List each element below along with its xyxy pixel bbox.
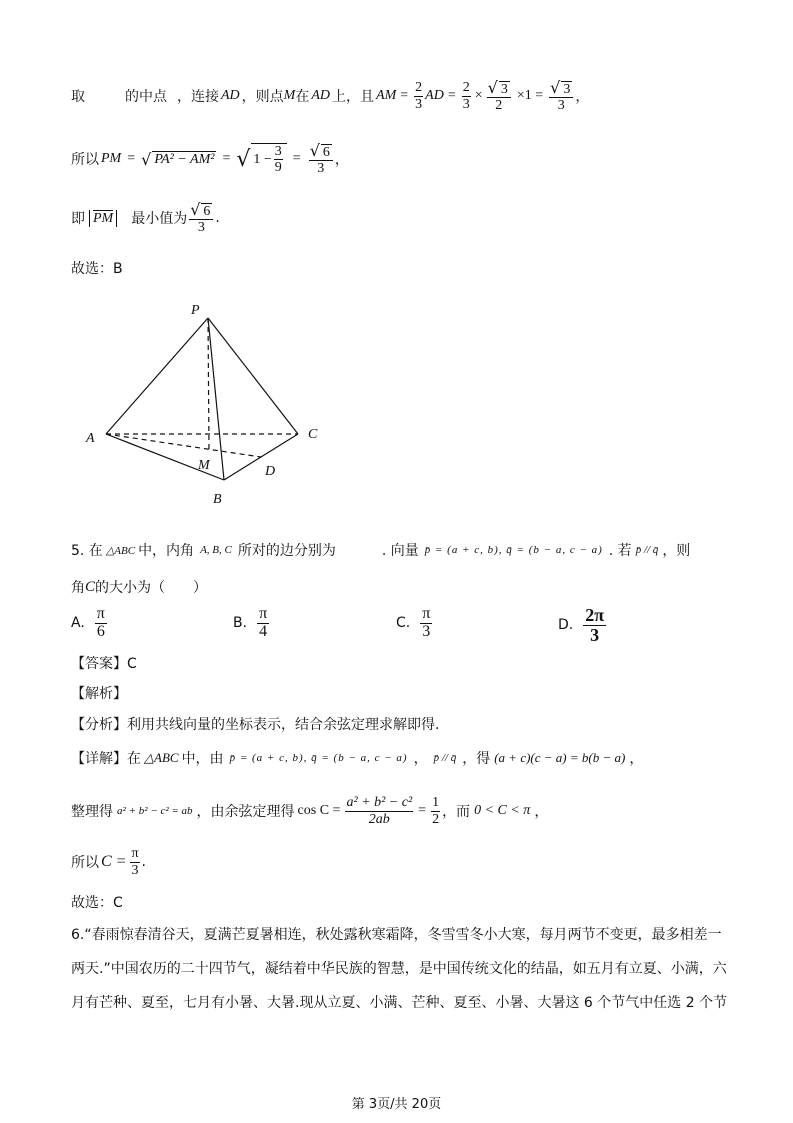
page-number: 第 3页/共 20页 <box>351 1097 442 1112</box>
text: 【详解】在 <box>71 751 141 767</box>
text: ，而 <box>442 804 471 820</box>
math: A, B, C <box>200 544 232 556</box>
math: a² + b² − c² = ab <box>117 805 193 817</box>
text: 中，由 <box>181 751 224 767</box>
text: 角 <box>71 580 85 596</box>
fraction: $\frac{√ 3}{3}$ <box>549 79 573 114</box>
math: PM <box>101 151 122 166</box>
math: × <box>474 88 483 103</box>
edge-PM <box>208 318 209 451</box>
math: cos C = <box>297 803 341 818</box>
math: = <box>447 88 456 103</box>
math: = <box>222 151 231 166</box>
option-b[interactable]: B. $\frac{\pi}{4}$ <box>233 605 268 640</box>
math: = <box>127 151 136 166</box>
text: 上，且 <box>332 89 375 105</box>
math: △ABC <box>144 750 179 765</box>
text: ，得 <box>462 751 491 767</box>
math: = <box>400 88 409 103</box>
math: M <box>283 88 296 103</box>
math: △ABC <box>105 544 136 557</box>
solution-line-3 <box>71 198 220 238</box>
text: ， <box>334 152 349 168</box>
fraction: $\frac{√ 6}{3}$ <box>189 201 213 236</box>
text: ， <box>413 751 428 767</box>
fraction: $\frac{√ 6}{3}$ <box>309 142 333 177</box>
text: 取 <box>71 89 85 105</box>
absolute-value: PM <box>89 210 117 227</box>
text: 最小值为 <box>131 211 188 227</box>
fraction: $\frac{2}{3}$ <box>462 80 470 112</box>
text: 整理得 <box>71 804 113 820</box>
analysis: 【分析】利用共线向量的坐标表示，结合余弦定理求解即得. <box>71 717 440 733</box>
label-M: M <box>198 458 210 473</box>
math: C <box>85 578 96 595</box>
text: 在 <box>295 89 310 105</box>
text: ，连接 <box>177 89 219 105</box>
text: 所对的边分别为 <box>237 543 336 559</box>
math: ×1 = <box>516 88 544 103</box>
fraction: $\frac{\text{a² + b² − c²}}{2ab}$ <box>346 795 413 827</box>
detail-line-1 <box>71 748 643 768</box>
option-label: C. <box>396 615 411 632</box>
math: AD <box>221 88 240 103</box>
math: p̄ = (a + c, b), q̄ = (b − a, c − a) <box>229 752 408 764</box>
solution-line-1 <box>71 78 589 114</box>
text: 所以 <box>71 152 99 168</box>
text: . <box>215 210 220 226</box>
text: 的中点 <box>125 89 167 105</box>
math: AD <box>425 88 444 103</box>
text: 5. 在 <box>71 543 103 559</box>
edge-PB <box>208 318 224 480</box>
choice-line-2: 故选：C <box>71 895 123 911</box>
option-label: A. <box>71 615 85 632</box>
solution-line-2: 所以 PM = √ PA² − AM² = √ 1 − $\frac{3}{9}$ = $\frac{√ 6}{3}$ ， <box>71 140 349 176</box>
label-P: P <box>191 303 200 318</box>
label-D: D <box>265 464 276 479</box>
choice-line-1: 故选：B <box>71 261 123 277</box>
option-label: D. <box>558 617 574 634</box>
math: 1 − <box>253 151 272 167</box>
math: p̄ = (a + c, b), q̄ = (b − a, c − a) <box>424 544 603 556</box>
edge-PC <box>208 318 298 434</box>
text: 所以 <box>71 855 99 871</box>
pyramid-figure <box>80 298 340 510</box>
detail-line-2 <box>71 790 548 832</box>
question-6-line-1: 6.“春雨惊春清谷天，夏满芒夏暑相连，秋处露秋寒霜降，冬雪雪冬小大寒，每月两节不变更，最多相差一 <box>71 927 722 943</box>
option-label: B. <box>233 615 248 632</box>
math: p̄ // q̄ <box>635 544 659 556</box>
math: (a + c)(c − a) = b(b − a) <box>494 750 626 765</box>
edge-PA <box>106 318 208 434</box>
math: PA² − AM² <box>154 151 215 167</box>
text: . <box>141 854 146 870</box>
math: C = <box>101 853 127 870</box>
edge-AB <box>106 434 224 480</box>
fraction: $\frac{\pi}{3}$ <box>131 846 139 878</box>
text: ，则点 <box>241 89 284 105</box>
detail-line-3 <box>71 842 146 882</box>
text: . 向量 <box>381 543 419 559</box>
analysis-heading: 【解析】 <box>71 686 127 702</box>
math: 0 < C < π <box>474 803 531 818</box>
math: = <box>292 151 301 166</box>
text: 中，内角 <box>138 543 195 559</box>
math: AD <box>311 88 331 103</box>
text: . 若 <box>608 543 632 559</box>
fraction: $\frac{2}{3}$ <box>415 80 423 112</box>
question-6-line-3: 月有芒种、夏至，七月有小暑、大暑.现从立夏、小满、芒种、夏至、小暑、大暑这 6 个节气中任选 2 个节 <box>71 995 728 1011</box>
text: 的大小为（ ） <box>95 580 208 596</box>
question-6-line-2: 两天.”中国农历的二十四节气，凝结着中华民族的智慧，是中国传统文化的结晶，如五月有立夏、小满，六 <box>71 961 727 977</box>
fraction: $\frac{√ 3}{2}$ <box>487 79 511 114</box>
text: ，则 <box>662 543 691 559</box>
label-A: A <box>86 431 95 446</box>
math: AM <box>376 88 397 103</box>
fraction: $\frac{3}{9}$ <box>274 143 282 175</box>
math: p̄ // q̄ <box>433 752 457 764</box>
fraction: $\frac{1}{2}$ <box>432 795 440 827</box>
label-B: B <box>213 492 222 507</box>
text: ，由余弦定理得 <box>196 804 295 820</box>
text: ， <box>575 89 590 105</box>
question-5-line-1 <box>71 540 690 560</box>
question-5-line-2 <box>71 577 207 597</box>
answer: 【答案】C <box>71 656 137 672</box>
text: ， <box>629 751 644 767</box>
label-C: C <box>308 427 318 442</box>
text: ， <box>534 804 549 820</box>
option-c[interactable]: C. $\frac{\pi}{3}$ <box>396 605 431 640</box>
math: = <box>418 803 427 818</box>
text: 即 <box>71 211 85 227</box>
option-a[interactable]: A. $\frac{\pi}{6}$ <box>71 605 105 640</box>
edge-AD <box>106 434 261 457</box>
option-d[interactable]: D. $\frac{2\pi}{3}$ <box>558 605 605 645</box>
